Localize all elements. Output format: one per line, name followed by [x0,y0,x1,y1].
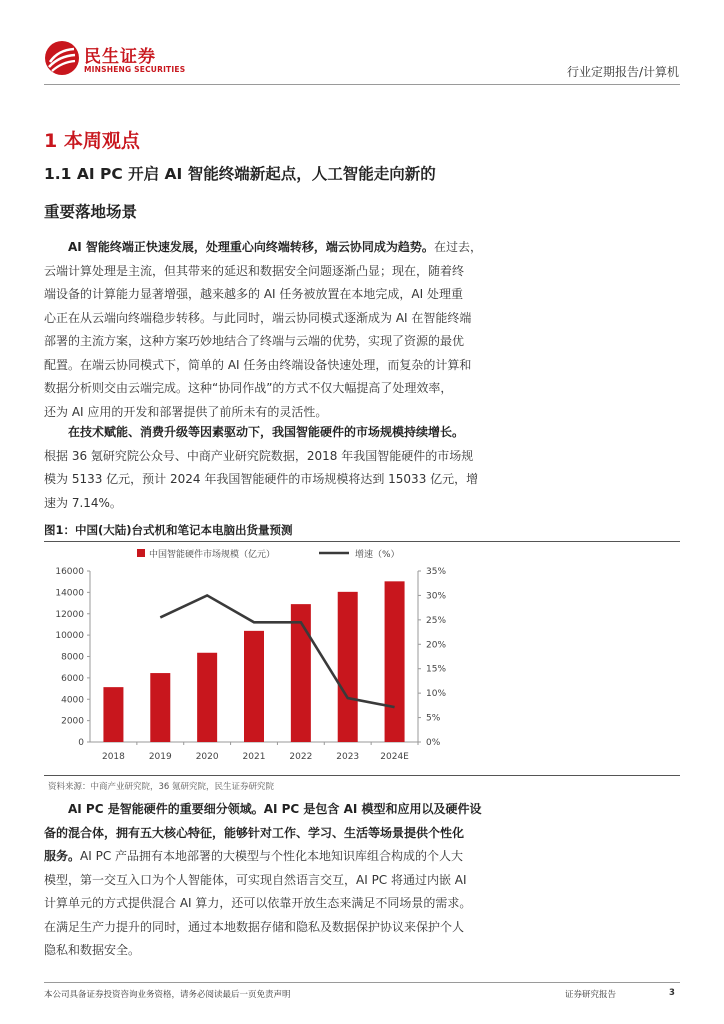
legend-bar-label: 中国智能硬件市场规模（亿元） [149,550,276,560]
market-size-chart [44,542,680,774]
footer-disclaimer: 本公司具备证券投资咨询业务资格，请务必阅读最后一页免责声明 [44,990,291,1000]
para2-line2: 根据 36 氪研究院公众号、中商产业研究院数据，2018 年我国智能硬件的市场规 [44,448,474,463]
y-right-tick-label: 10% [426,689,447,700]
x-tick-label: 2024E [380,752,409,762]
y-right-tick-label: 0% [426,738,441,748]
x-tick-label: 2018 [101,752,125,762]
para3-line5: 计算单元的方式提供混合 AI 算力，还可以依靠开放生态来满足不同场景的需求。 [44,896,472,910]
para1-line7: 数据分析则交由云端完成。这种“协同作战”的方式不仅大幅提高了处理效率， [44,381,453,395]
paragraph-2 [44,421,680,515]
para1-line5: 部署的主流方案，这种方案巧妙地结合了终端与云端的优势，实现了资源的最优 [44,334,465,348]
para1-line2: 云端计算处理是主流，但其带来的延迟和数据安全问题逐渐凸显；现在，随着终 [44,263,465,278]
para3-lead-line2: 备的混合体，拥有五大核心特征，能够针对工作、学习、生活等场景提供个性化 [44,825,465,840]
y-left-tick-label: 16000 [55,567,84,577]
para3-line7: 隐私和数据安全。 [44,943,141,957]
para1-line6: 配置。在端云协同模式下，简单的 AI 任务由终端设备快速处理，而复杂的计算和 [44,357,472,372]
footer-divider [44,982,680,983]
section-heading: 1 本周观点 [44,130,140,152]
para3-lead-line3: 服务。 [44,849,81,863]
para1-line1-rest: 在过去， [433,240,482,254]
footer-report-type: 证券研究报告 [565,990,617,1000]
page-header [0,0,724,86]
y-left-tick-label: 4000 [61,695,84,706]
y-right-tick-label: 20% [426,640,447,651]
y-right-tick-label: 35% [426,567,447,577]
legend-bar-swatch [137,549,145,557]
subsection-heading-line2: 重要落地场景 [44,203,138,221]
logo-text-en: MINSHENG SECURITIES [84,65,186,74]
bar-2021 [244,631,264,742]
para2-lead: 在技术赋能、消费升级等因素驱动下，我国智能硬件的市场规模持续增长。 [68,425,465,439]
para1-line3: 端设备的计算能力显著增强，越来越多的 AI 任务被放置在本地完成，AI 处理重 [44,287,463,301]
y-left-tick-label: 8000 [61,652,84,663]
y-left-tick-label: 2000 [61,716,84,727]
logo-text-cn: 民生证券 [84,47,156,67]
y-left-tick-label: 14000 [55,588,84,599]
figure-title: 图1：中国(大陆)台式机和笔记本电脑出货量预测 [44,523,293,537]
y-right-tick-label: 15% [426,664,447,675]
x-tick-label: 2019 [148,752,172,762]
bar-2023 [338,592,358,742]
para3-line6: 在满足生产力提升的同时，通过本地数据存储和隐私及数据保护协议来保护个人 [44,919,465,934]
y-left-tick-label: 10000 [55,631,84,642]
document-type: 行业定期报告/计算机 [566,65,679,79]
para1-line8: 还为 AI 应用的开发和部署提供了前所未有的灵活性。 [44,404,328,419]
bar-2024E [385,581,405,742]
y-left-tick-label: 12000 [55,609,84,620]
figure-rule-bottom [44,775,680,776]
y-left-tick-label: 0 [78,738,84,748]
x-tick-label: 2023 [336,752,360,762]
page-number: 3 [669,988,675,998]
bar-2018 [103,687,123,742]
para2-line3: 模为 5133 亿元，预计 2024 年我国智能硬件的市场规模将达到 15033 亿元，增 [44,472,479,486]
para3-lead-line1: AI PC 是智能硬件的重要细分领域。AI PC 是包含 AI 模型和应用以及硬件设 [68,802,482,816]
y-right-tick-label: 30% [426,591,447,602]
bar-2020 [197,653,217,742]
subsection-heading-line1: 1.1 AI PC 开启 AI 智能终端新起点，人工智能走向新的 [44,165,436,183]
y-right-tick-label: 5% [426,713,441,724]
x-tick-label: 2021 [242,752,266,762]
minsheng-logo-icon [44,40,80,76]
paragraph-1 [44,236,680,424]
para1-line4: 心正在从云端向终端稳步转移。与此同时，端云协同模式逐渐成为 AI 在智能终端 [44,310,472,325]
y-right-tick-label: 25% [426,615,447,626]
figure-source: 资料来源：中商产业研究院，36 氪研究院，民生证券研究院 [48,782,275,792]
bar-2022 [291,604,311,742]
paragraph-3 [44,798,680,963]
x-tick-label: 2022 [289,752,313,762]
growth-rate-line [160,595,394,707]
para3-line4: 模型，第一交互入口为个人智能体，可实现自然语言交互，AI PC 将通过内嵌 AI [44,872,467,887]
para1-lead: AI 智能终端正快速发展，处理重心向终端转移，端云协同成为趋势。 [68,240,434,254]
para3-line3-rest: AI PC 产品拥有本地部署的大模型与个性化本地知识库组合构成的个人大 [80,849,464,863]
y-left-tick-label: 6000 [61,673,84,684]
legend-line-label: 增速（%） [355,550,400,560]
header-divider [44,84,680,85]
x-tick-label: 2020 [195,752,219,762]
bar-2019 [150,673,170,742]
chart-container [44,542,680,774]
para2-line4: 速为 7.14%。 [44,495,122,510]
